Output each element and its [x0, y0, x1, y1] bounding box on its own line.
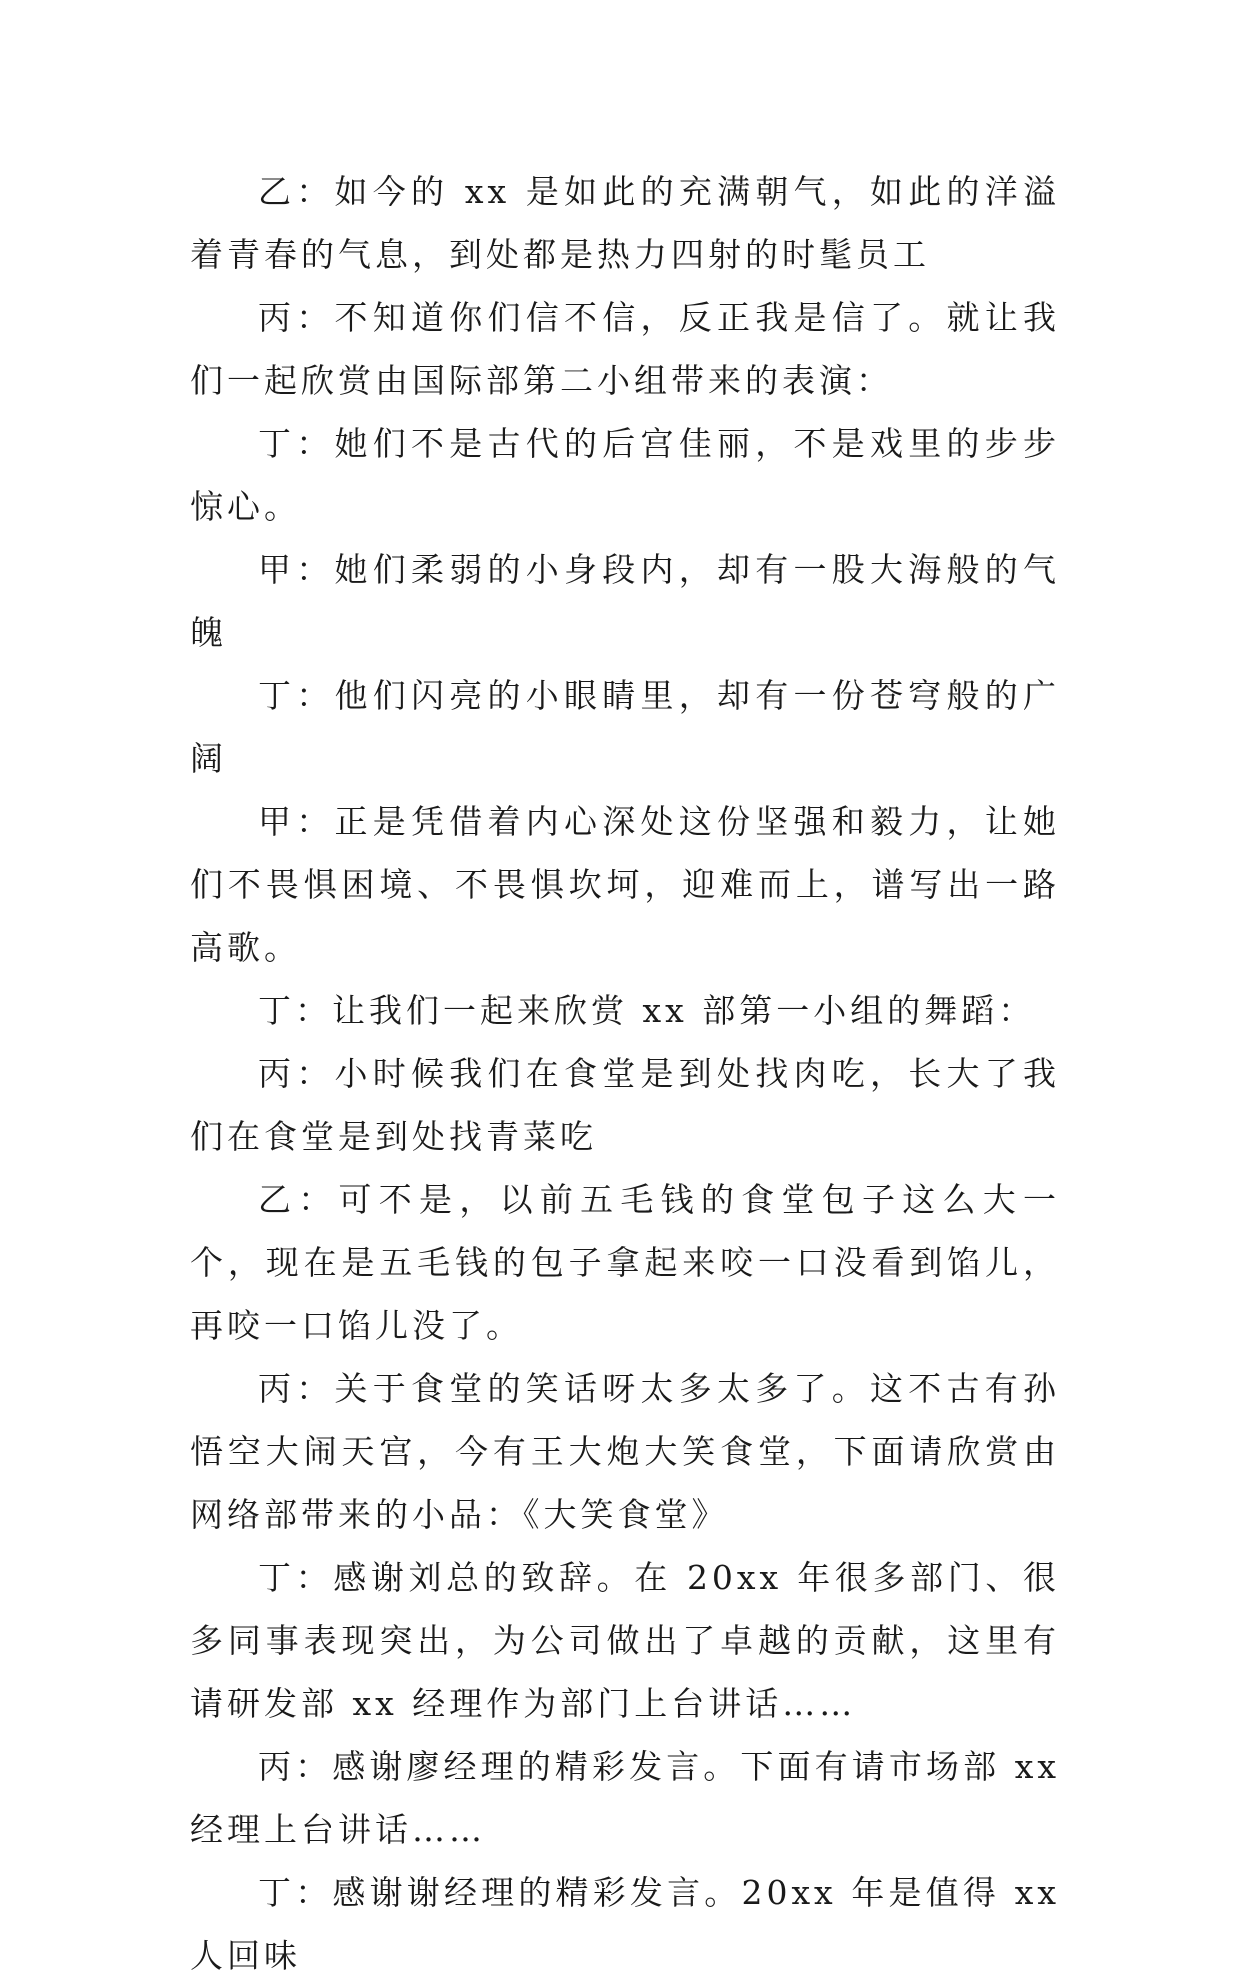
paragraph: 丙：小时候我们在食堂是到处找肉吃，长大了我们在食堂是到处找青菜吃: [190, 1054, 1060, 1156]
paragraph: 丙：不知道你们信不信，反正我是信了。就让我们一起欣赏由国际部第二小组带来的表演：: [190, 298, 1060, 400]
paragraph: 乙：可不是，以前五毛钱的食堂包子这么大一个，现在是五毛钱的包子拿起来咬一口没看到馅儿，再咬一口馅儿没了。: [190, 1180, 1060, 1345]
paragraph: 丁：他们闪亮的小眼睛里，却有一份苍穹般的广阔: [190, 676, 1060, 778]
paragraph: 丁：感谢谢经理的精彩发言。20xx 年是值得 xx 人回味: [190, 1873, 1060, 1975]
document-body: [190, 160, 1060, 1987]
paragraph: 丁：感谢刘总的致辞。在 20xx 年很多部门、很多同事表现突出，为公司做出了卓越的贡献，这里有请研发部 xx 经理作为部门上台讲话……: [190, 1558, 1060, 1723]
paragraph: 丙：感谢廖经理的精彩发言。下面有请市场部 xx 经理上台讲话……: [190, 1747, 1060, 1849]
paragraph: 丁：让我们一起来欣赏 xx 部第一小组的舞蹈：: [258, 991, 1036, 1030]
paragraph: 甲：她们柔弱的小身段内，却有一股大海般的气魄: [190, 550, 1060, 652]
paragraph: 乙：如今的 xx 是如此的充满朝气，如此的洋溢着青春的气息，到处都是热力四射的时髦员工: [190, 172, 1060, 274]
paragraph: 丁：她们不是古代的后宫佳丽，不是戏里的步步惊心。: [190, 424, 1060, 526]
paragraph: 甲：正是凭借着内心深处这份坚强和毅力，让她们不畏惧困境、不畏惧坎坷，迎难而上，谱写出一路高歌。: [190, 802, 1060, 967]
paragraph: 丙：关于食堂的笑话呀太多太多了。这不古有孙悟空大闹天宫，今有王大炮大笑食堂，下面请欣赏由网络部带来的小品：《大笑食堂》: [190, 1369, 1060, 1534]
